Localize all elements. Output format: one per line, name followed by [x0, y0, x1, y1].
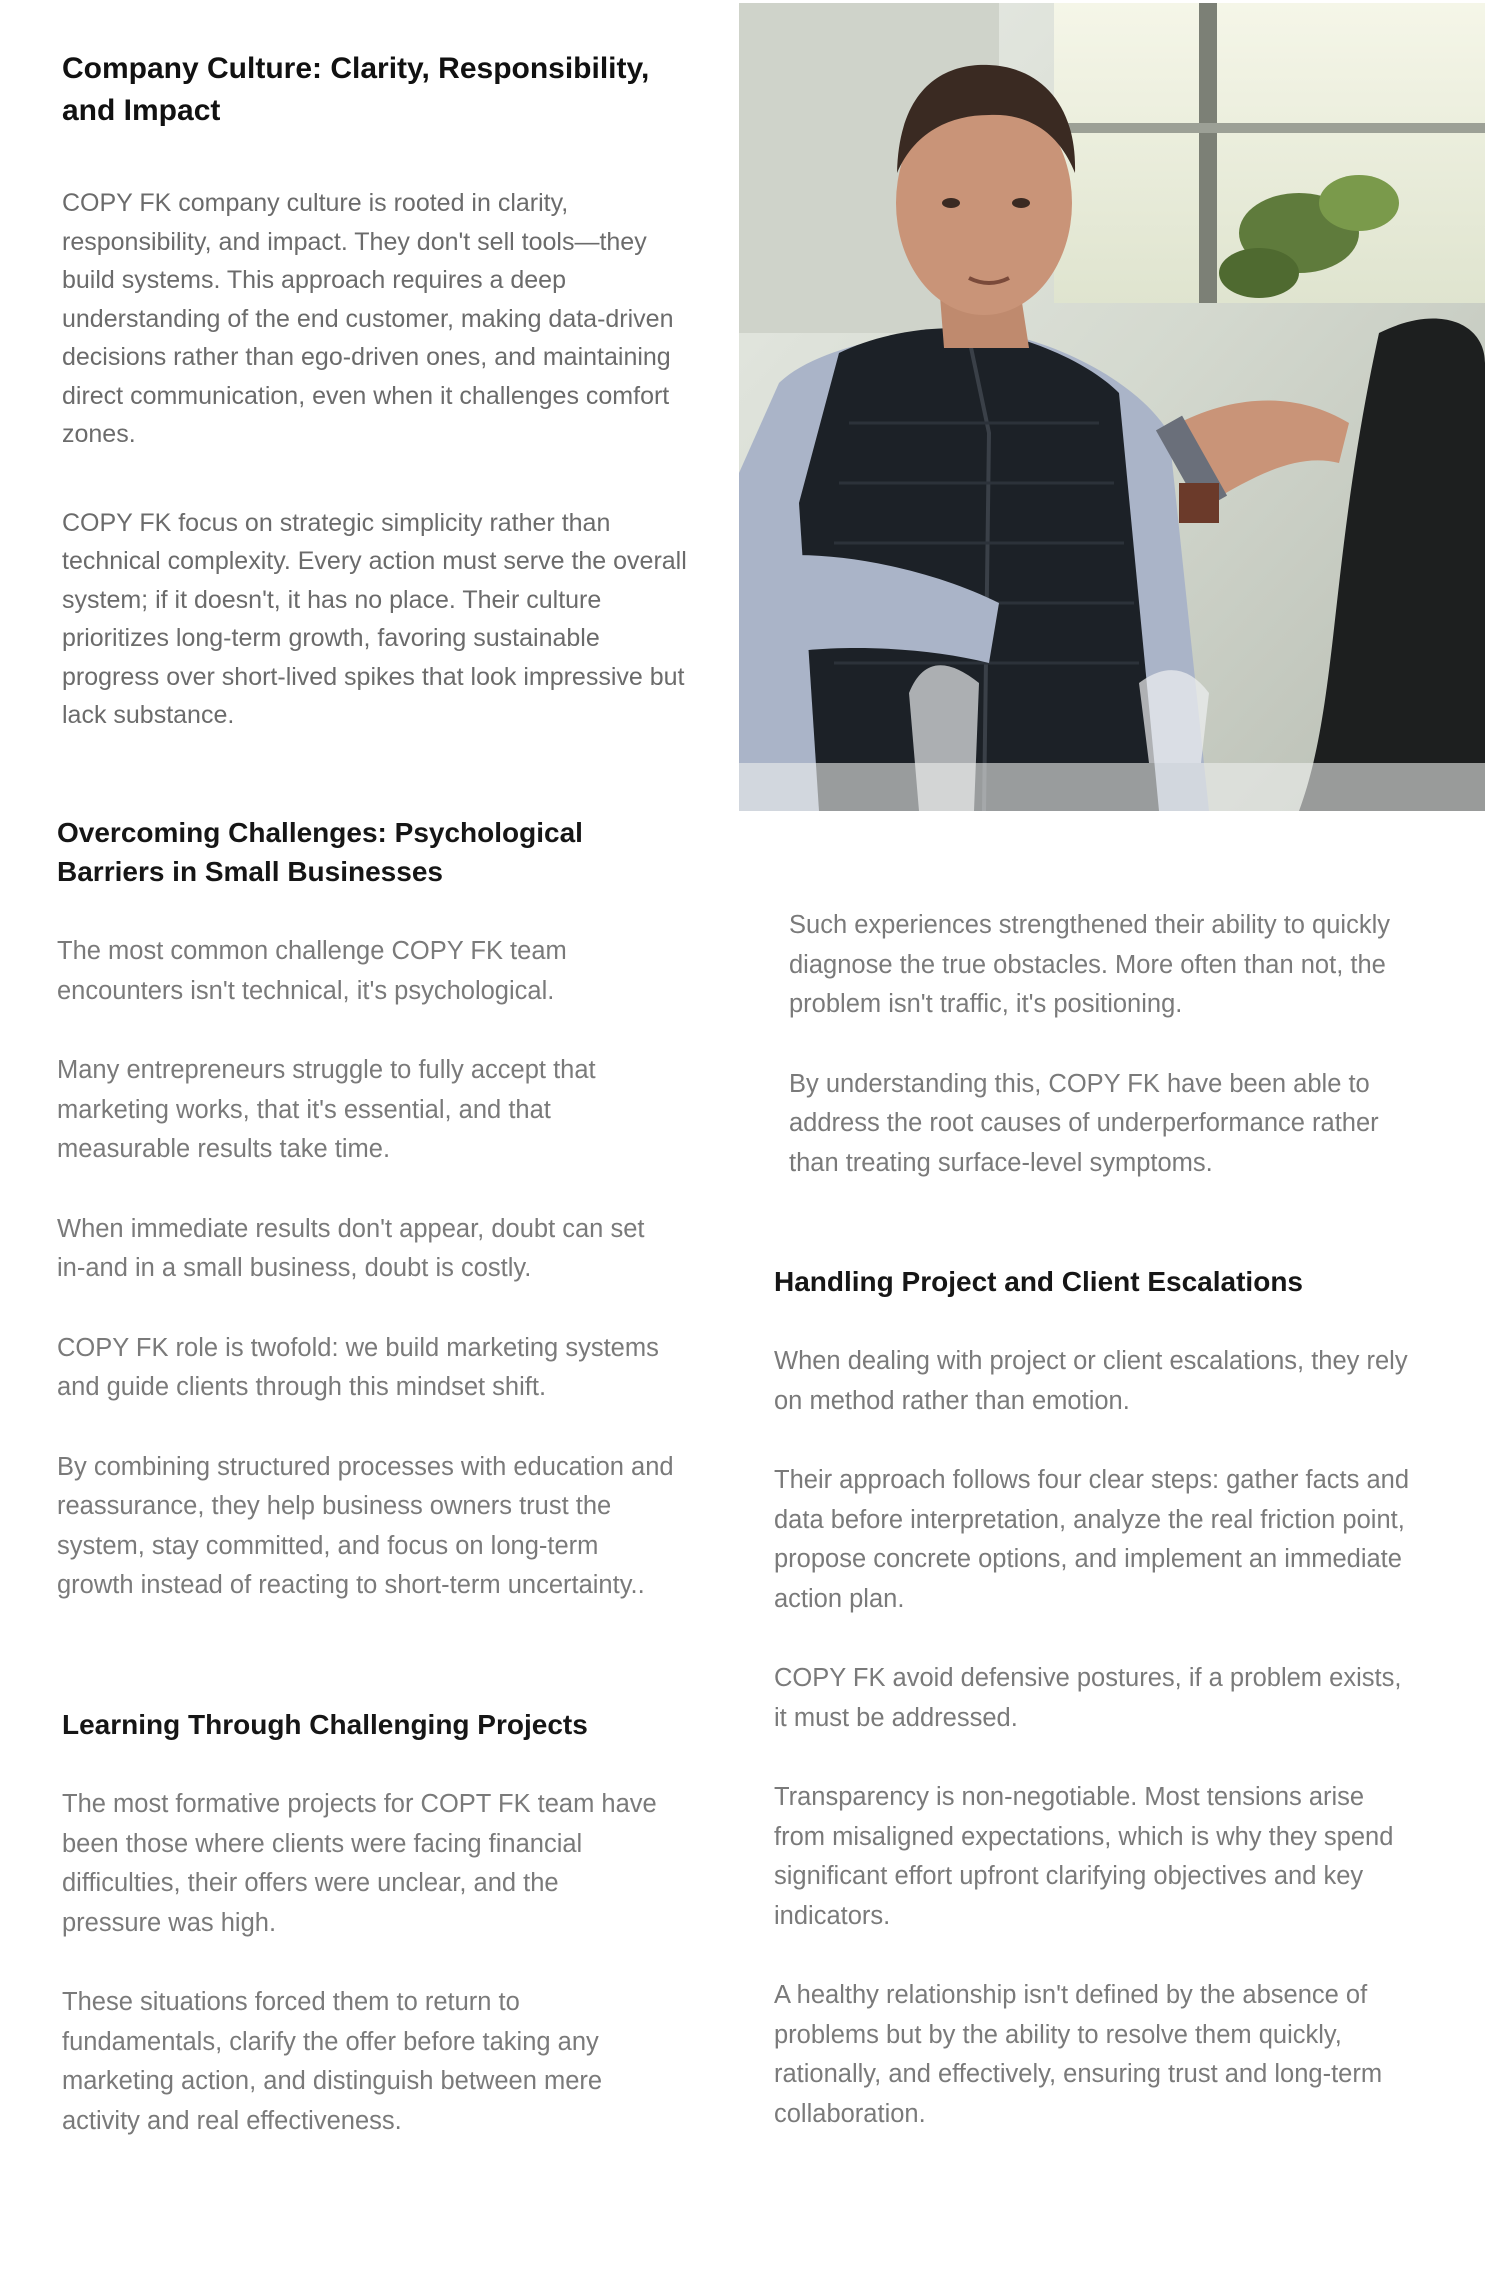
culture-section	[62, 48, 692, 735]
challenges-paragraph-4: COPY FK role is twofold: we build marketing systems and guide clients through this mindset shift.	[57, 1333, 659, 1401]
learning-paragraph-1: The most formative projects for COPT FK team have been those where clients were facing financial difficulties, their offers were unclear, and the pressure was high.	[62, 1790, 657, 1937]
escalations-paragraph-4: Transparency is non-negotiable. Most tensions arise from misaligned expectations, which is why they spend significant effort upfront clarifying objectives and key indicators.	[774, 1783, 1394, 1930]
challenges-paragraph-3: When immediate results don't appear, doubt can set in-and in a small business, doubt is costly.	[57, 1214, 645, 1282]
experiences-section	[789, 906, 1419, 1183]
culture-paragraph-2: COPY FK focus on strategic simplicity rather than technical complexity. Every action must serve the overall system; if it doesn't, it has no place. Their culture prioritizes long-term growth, favoring sustainable progress over short-lived spikes that look impressive but lack substance.	[62, 508, 687, 729]
culture-paragraph-1: COPY FK company culture is rooted in clarity, responsibility, and impact. They don't sell tools—they build systems. This approach requires a deep understanding of the end customer, making data-driven decisions rather than ego-driven ones, and maintaining direct communication, even when it challenges comfort zones.	[62, 189, 674, 448]
culture-heading: Company Culture: Clarity, Responsibility, and Impact	[62, 52, 650, 127]
escalations-paragraph-2: Their approach follows four clear steps: gather facts and data before interpretation, analyze the real friction point, propose concrete options, and implement an immediate action plan.	[774, 1466, 1409, 1613]
person-photo-icon	[739, 3, 1485, 811]
learning-section	[62, 1705, 662, 2141]
escalations-paragraph-1: When dealing with project or client escalations, they rely on method rather than emotion.	[774, 1347, 1408, 1415]
challenges-paragraph-1: The most common challenge COPY FK team encounters isn't technical, it's psychological.	[57, 937, 567, 1005]
challenges-section	[57, 813, 677, 1606]
escalations-paragraph-3: COPY FK avoid defensive postures, if a problem exists, it must be addressed.	[774, 1664, 1402, 1732]
escalations-paragraph-5: A healthy relationship isn't defined by the absence of problems but by the ability to resolve them quickly, rationally, and effectively, ensuring trust and long-term collaboration.	[774, 1981, 1383, 2128]
experiences-paragraph-1: Such experiences strengthened their ability to quickly diagnose the true obstacles. More often than not, the problem isn't traffic, it's positioning.	[789, 911, 1391, 1018]
experiences-paragraph-2: By understanding this, COPY FK have been able to address the root causes of underperformance rather than treating surface-level symptoms.	[789, 1069, 1379, 1177]
challenges-heading: Overcoming Challenges: Psychological Barriers in Small Businesses	[57, 817, 583, 887]
person-photo	[739, 3, 1485, 811]
escalations-section	[774, 1262, 1414, 2134]
escalations-heading: Handling Project and Client Escalations	[774, 1266, 1303, 1297]
challenges-paragraph-5: By combining structured processes with education and reassurance, they help business owners trust the system, stay committed, and focus on long-term growth instead of reacting to short-term uncertainty..	[57, 1452, 674, 1599]
learning-paragraph-2: These situations forced them to return to fundamentals, clarify the offer before taking any marketing action, and distinguish between mere activity and real effectiveness.	[62, 1988, 603, 2135]
challenges-paragraph-2: Many entrepreneurs struggle to fully accept that marketing works, that it's essential, and that measurable results take time.	[57, 1056, 596, 1163]
learning-heading: Learning Through Challenging Projects	[62, 1709, 588, 1740]
